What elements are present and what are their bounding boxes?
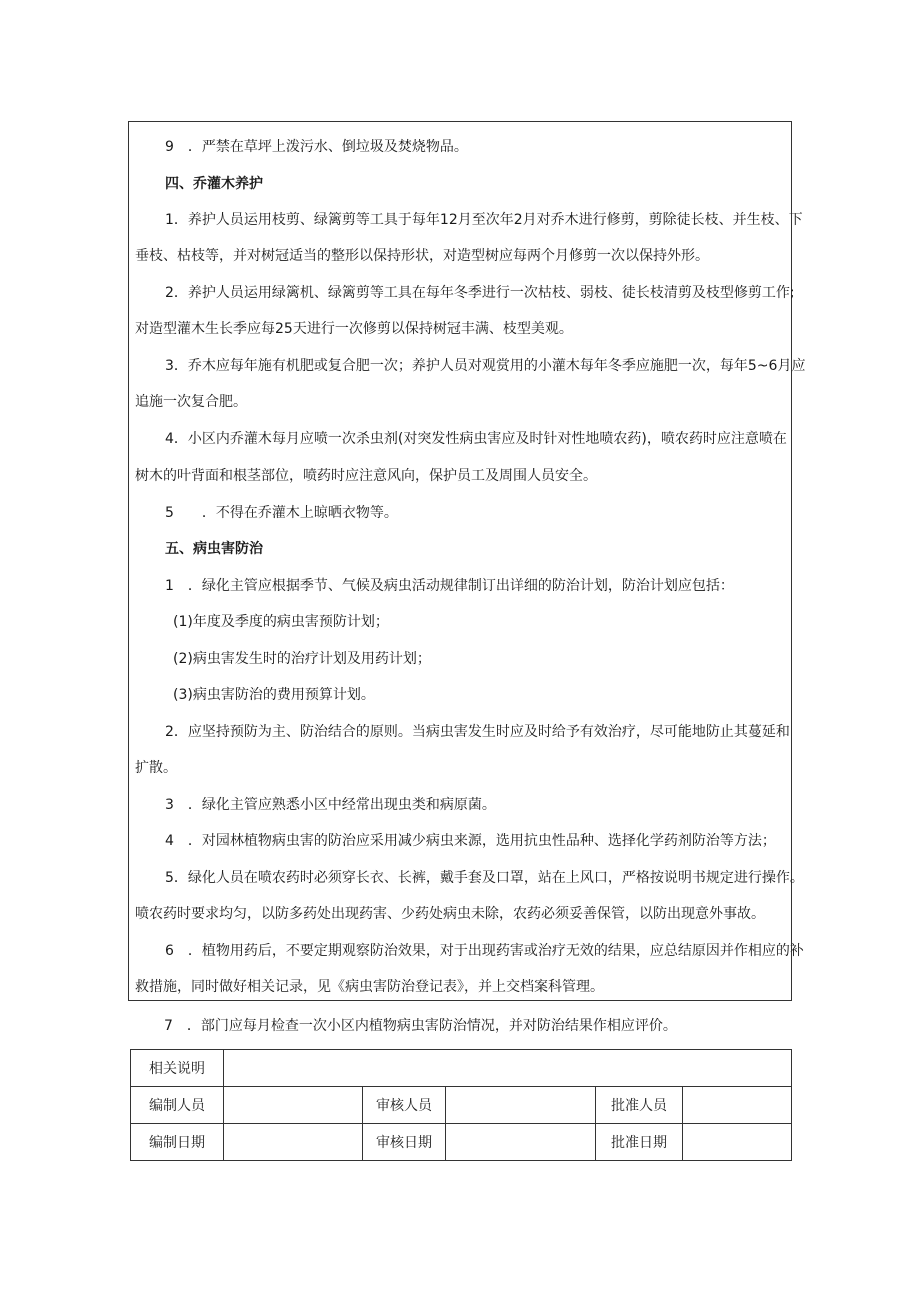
- pest-item-5-line-2: 喷农药时要求均匀，以防多药处出现药害、少药处病虫未除，农药必须妥善保管，以防出现意外事故。: [135, 906, 765, 922]
- tree-item-4-line-1: 4．小区内乔灌木每月应喷一次杀虫剂(对突发性病虫害应及时针对性地喷农药)，喷农药时应注意喷在: [165, 431, 787, 447]
- pest-item-6-line-2: 救措施，同时做好相关记录，见《病虫害防治登记表》，并上交档案科管理。: [135, 979, 604, 995]
- pest-item-6-line-1: 6 ．植物用药后，不要定期观察防治效果，对于出现药害或治疗无效的结果，应总结原因并作相应的补: [165, 943, 804, 959]
- pest-item-5-line-1: 5．绿化人员在喷农药时必须穿长衣、长裤，戴手套及口罩，站在上风口，严格按说明书规定进行操作。: [165, 870, 804, 886]
- tree-item-2-line-1: 2．养护人员运用绿篱机、绿篱剪等工具在每年冬季进行一次枯枝、弱枝、徒长枝清剪及枝型修剪工作;: [165, 285, 795, 301]
- tree-item-1-line-2: 垂枝、枯枝等，并对树冠适当的整形以保持形状，对造型树应每两个月修剪一次以保持外形。: [135, 248, 709, 264]
- pest-item-3: 3 ．绿化主管应熟悉小区中经常出现虫类和病原菌。: [165, 797, 496, 813]
- personnel-row: [131, 1087, 792, 1124]
- tree-item-1-line-1: 1．养护人员运用枝剪、绿篱剪等工具于每年12月至次年2月对乔木进行修剪，剪除徒长枝、并生枝、下: [165, 212, 803, 228]
- pest-item-1: 1 ．绿化主管应根据季节、气候及病虫活动规律制订出详细的防治计划，防治计划应包括：: [165, 578, 734, 594]
- compile-date-label: 编制日期: [131, 1124, 224, 1161]
- pest-plan-sub-1: (1)年度及季度的病虫害预防计划；: [173, 614, 389, 630]
- pest-plan-sub-3: (3)病虫害防治的费用预算计划。: [173, 687, 375, 703]
- sign-off-table: [130, 1049, 792, 1161]
- review-date-value-cell[interactable]: [446, 1124, 596, 1161]
- compile-date-value-cell[interactable]: [224, 1124, 363, 1161]
- pest-item-2-line-2: 扩散。: [135, 760, 177, 776]
- section-heading-pest-control: 五、病虫害防治: [165, 541, 263, 557]
- reviewer-value-cell[interactable]: [446, 1087, 596, 1124]
- reviewer-label: 审核人员: [363, 1087, 446, 1124]
- review-date-label: 审核日期: [363, 1124, 446, 1161]
- approve-date-label: 批准日期: [596, 1124, 683, 1161]
- tree-item-2-line-2: 对造型灌木生长季应每25天进行一次修剪以保持树冠丰满、枝型美观。: [135, 321, 573, 337]
- compiler-label: 编制人员: [131, 1087, 224, 1124]
- notes-row: [131, 1050, 792, 1087]
- notes-value-cell[interactable]: [224, 1050, 792, 1087]
- approver-value-cell[interactable]: [683, 1087, 792, 1124]
- tree-item-4-line-2: 树木的叶背面和根茎部位，喷药时应注意风向，保护员工及周围人员安全。: [135, 468, 597, 484]
- item-grass-rule-9: 9 ．严禁在草坪上泼污水、倒垃圾及焚烧物品。: [165, 139, 468, 155]
- notes-label: 相关说明: [131, 1050, 224, 1087]
- approve-date-value-cell[interactable]: [683, 1124, 792, 1161]
- tree-item-3-line-1: 3．乔木应每年施有机肥或复合肥一次；养护人员对观赏用的小灌木每年冬季应施肥一次，每年5~6月应: [165, 358, 806, 374]
- tree-item-5: 5 ．不得在乔灌木上晾晒衣物等。: [165, 505, 398, 521]
- pest-item-7: 7 ．部门应每月检查一次小区内植物病虫害防治情况，并对防治结果作相应评价。: [164, 1018, 677, 1034]
- pest-item-2-line-1: 2．应坚持预防为主、防治结合的原则。当病虫害发生时应及时给予有效治疗，尽可能地防止其蔓延和: [165, 724, 790, 740]
- content-box: [128, 121, 806, 1001]
- dates-row: [131, 1124, 792, 1161]
- section-heading-tree-maintenance: 四、乔灌木养护: [165, 176, 263, 192]
- tree-item-3-line-2: 追施一次复合肥。: [135, 394, 247, 410]
- approver-label: 批准人员: [596, 1087, 683, 1124]
- pest-item-4: 4 ．对园林植物病虫害的防治应采用减少病虫来源，选用抗虫性品种、选择化学药剂防治等方法；: [165, 833, 776, 849]
- compiler-value-cell[interactable]: [224, 1087, 363, 1124]
- pest-plan-sub-2: (2)病虫害发生时的治疗计划及用药计划；: [173, 651, 431, 667]
